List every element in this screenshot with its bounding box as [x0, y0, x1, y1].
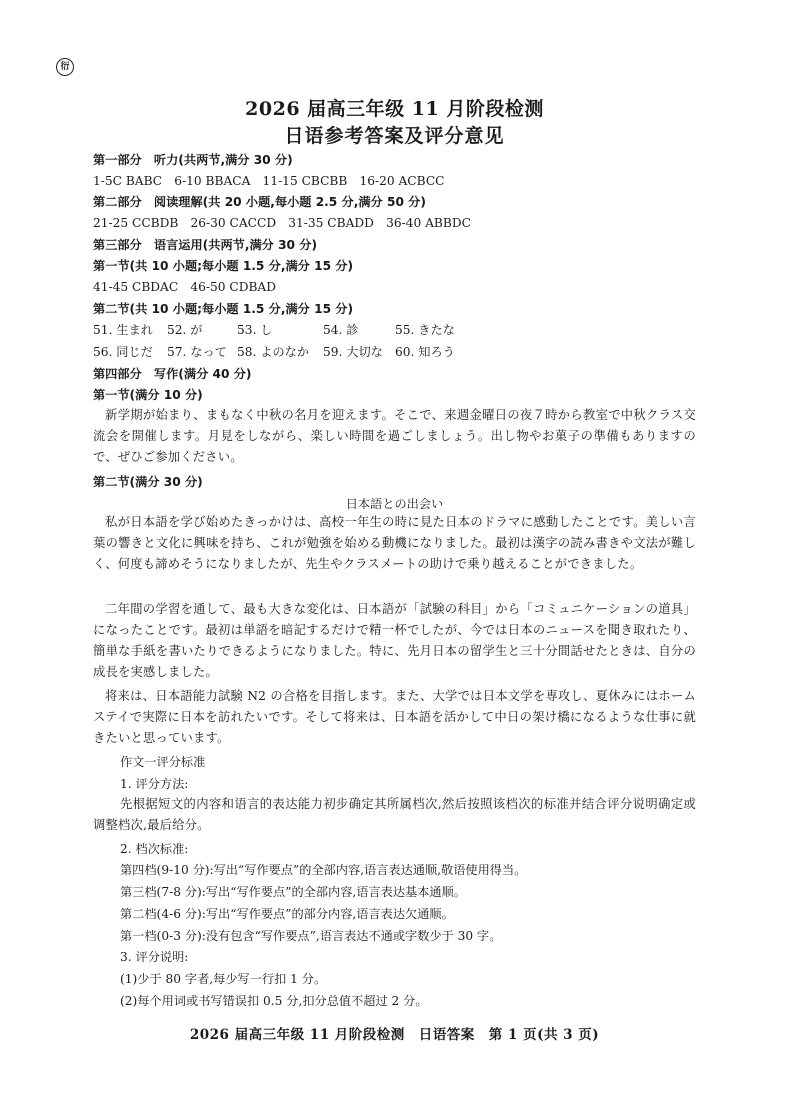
part3-section1-heading: 第一节(共 10 小题;每小题 1.5 分,满分 15 分) — [93, 259, 354, 273]
grade-2: 第二档(4-6 分):写出“写作要点”的部分内容,语言表达欠通顺。 — [120, 907, 454, 921]
fill-answer: 51. 生まれ — [93, 323, 153, 337]
criteria-heading: 作文一评分标准 — [120, 755, 206, 769]
part1-answers: 1-5C BABC 6-10 BBACA 11-15 CBCBB 16-20 ACBCC — [93, 174, 445, 188]
essay-paragraph: 将来は、日本語能力試験 N2 の合格を目指します。また、大学では日本文学を専攻し、夏休みにはホームステイで実際に日本を訪れたいです。そして将来は、日本語を活かして中日の架け橋になるような仕事に就きたいと思っています。 — [93, 689, 696, 745]
fill-answer: 55. きたな — [395, 323, 455, 337]
criteria-method-text: 先根据短文的内容和语言的表达能力初步确定其所属档次,然后按照该档次的标准并结合评分说明确定或调整档次,最后给分。 — [93, 797, 696, 832]
part1-heading: 第一部分 听力(共两节,满分 30 分) — [93, 153, 293, 167]
criteria-note: (1)少于 80 字者,每少写一行扣 1 分。 — [120, 972, 327, 986]
page-subtitle: 日语参考答案及评分意见 — [284, 125, 505, 147]
part4-heading: 第四部分 写作(满分 40 分) — [93, 367, 252, 381]
page-footer: 2026 届高三年级 11 月阶段检测 日语答案 第 1 页(共 3 页) — [189, 1027, 600, 1043]
essay-title: 日本語との出会い — [345, 497, 444, 511]
part4-section2-heading: 第二节(满分 30 分) — [93, 475, 203, 489]
fill-answer: 56. 同じだ — [93, 345, 153, 359]
essay-paragraph: 二年間の学習を通して、最も大きな変化は、日本語が「試験の科目」から「コミュニケーションの道具」になったことです。最初は単語を暗記するだけで精一杯でしたが、今では日本のニュースを聞き取れたり、簡単な手紙を書いたりできるようになりました。特に、先月日本の留学生と三十分間話せたときは、自分の成長を実感しました。 — [93, 602, 696, 679]
page-title: 2026 届高三年级 11 月阶段检测 — [245, 98, 544, 120]
fill-answer: 58. よのなか — [237, 345, 310, 359]
fill-answer: 60. 知ろう — [395, 345, 455, 359]
seal-stamp: 衍 — [56, 58, 74, 76]
fill-answer: 52. が — [167, 323, 203, 337]
part2-heading: 第二部分 阅读理解(共 20 小题,每小题 2.5 分,满分 50 分) — [93, 195, 426, 209]
criteria-method-heading: 1. 评分方法: — [120, 777, 189, 791]
essay-paragraph: 私が日本語を学び始めたきっかけは、高校一年生の時に見た日本のドラマに感動したことです。美しい言葉の響きと文化に興味を持ち、これが勉強を始める動機になりました。最初は漢字の読み書きや文法が難しく、何度も諦めそうになりましたが、先生やクラスメートの助けで乗り越えることができました。 — [93, 515, 696, 571]
fill-answer: 59. 大切な — [323, 345, 383, 359]
criteria-grades-heading: 2. 档次标准: — [120, 842, 189, 856]
fill-answer: 57. なって — [167, 345, 227, 359]
part3-section2-heading: 第二节(共 10 小题;每小题 1.5 分,满分 15 分) — [93, 302, 354, 316]
grade-4: 第四档(9-10 分):写出“写作要点”的全部内容,语言表达通顺,敬语使用得当。 — [120, 863, 527, 877]
part3-heading: 第三部分 语言运用(共两节,满分 30 分) — [93, 238, 318, 252]
part4-section1-heading: 第一节(满分 10 分) — [93, 388, 203, 402]
part2-answers: 21-25 CCBDB 26-30 CACCD 31-35 CBADD 36-40 ABBDC — [93, 216, 471, 230]
criteria-notes-heading: 3. 评分说明: — [120, 950, 189, 964]
fill-answer: 54. 診 — [323, 323, 359, 337]
fill-answer: 53. し — [237, 323, 273, 337]
grade-3: 第三档(7-8 分):写出“写作要点”的全部内容,语言表达基本通顺。 — [120, 885, 466, 899]
part3-section1-answers: 41-45 CBDAC 46-50 CDBAD — [93, 280, 277, 294]
criteria-note: (2)每个用词或书写错误扣 0.5 分,扣分总值不超过 2 分。 — [120, 994, 428, 1008]
grade-1: 第一档(0-3 分):没有包含“写作要点”,语言表达不通或字数少于 30 字。 — [120, 929, 502, 943]
model-answer-notice: 新学期が始まり、まもなく中秋の名月を迎えます。そこで、来週金曜日の夜７時から教室で中秋クラス交流会を開催します。月見をしながら、楽しい時間を過ごしましょう。出し物やお菓子の準備もありますので、ぜひご参加ください。 — [93, 408, 696, 464]
